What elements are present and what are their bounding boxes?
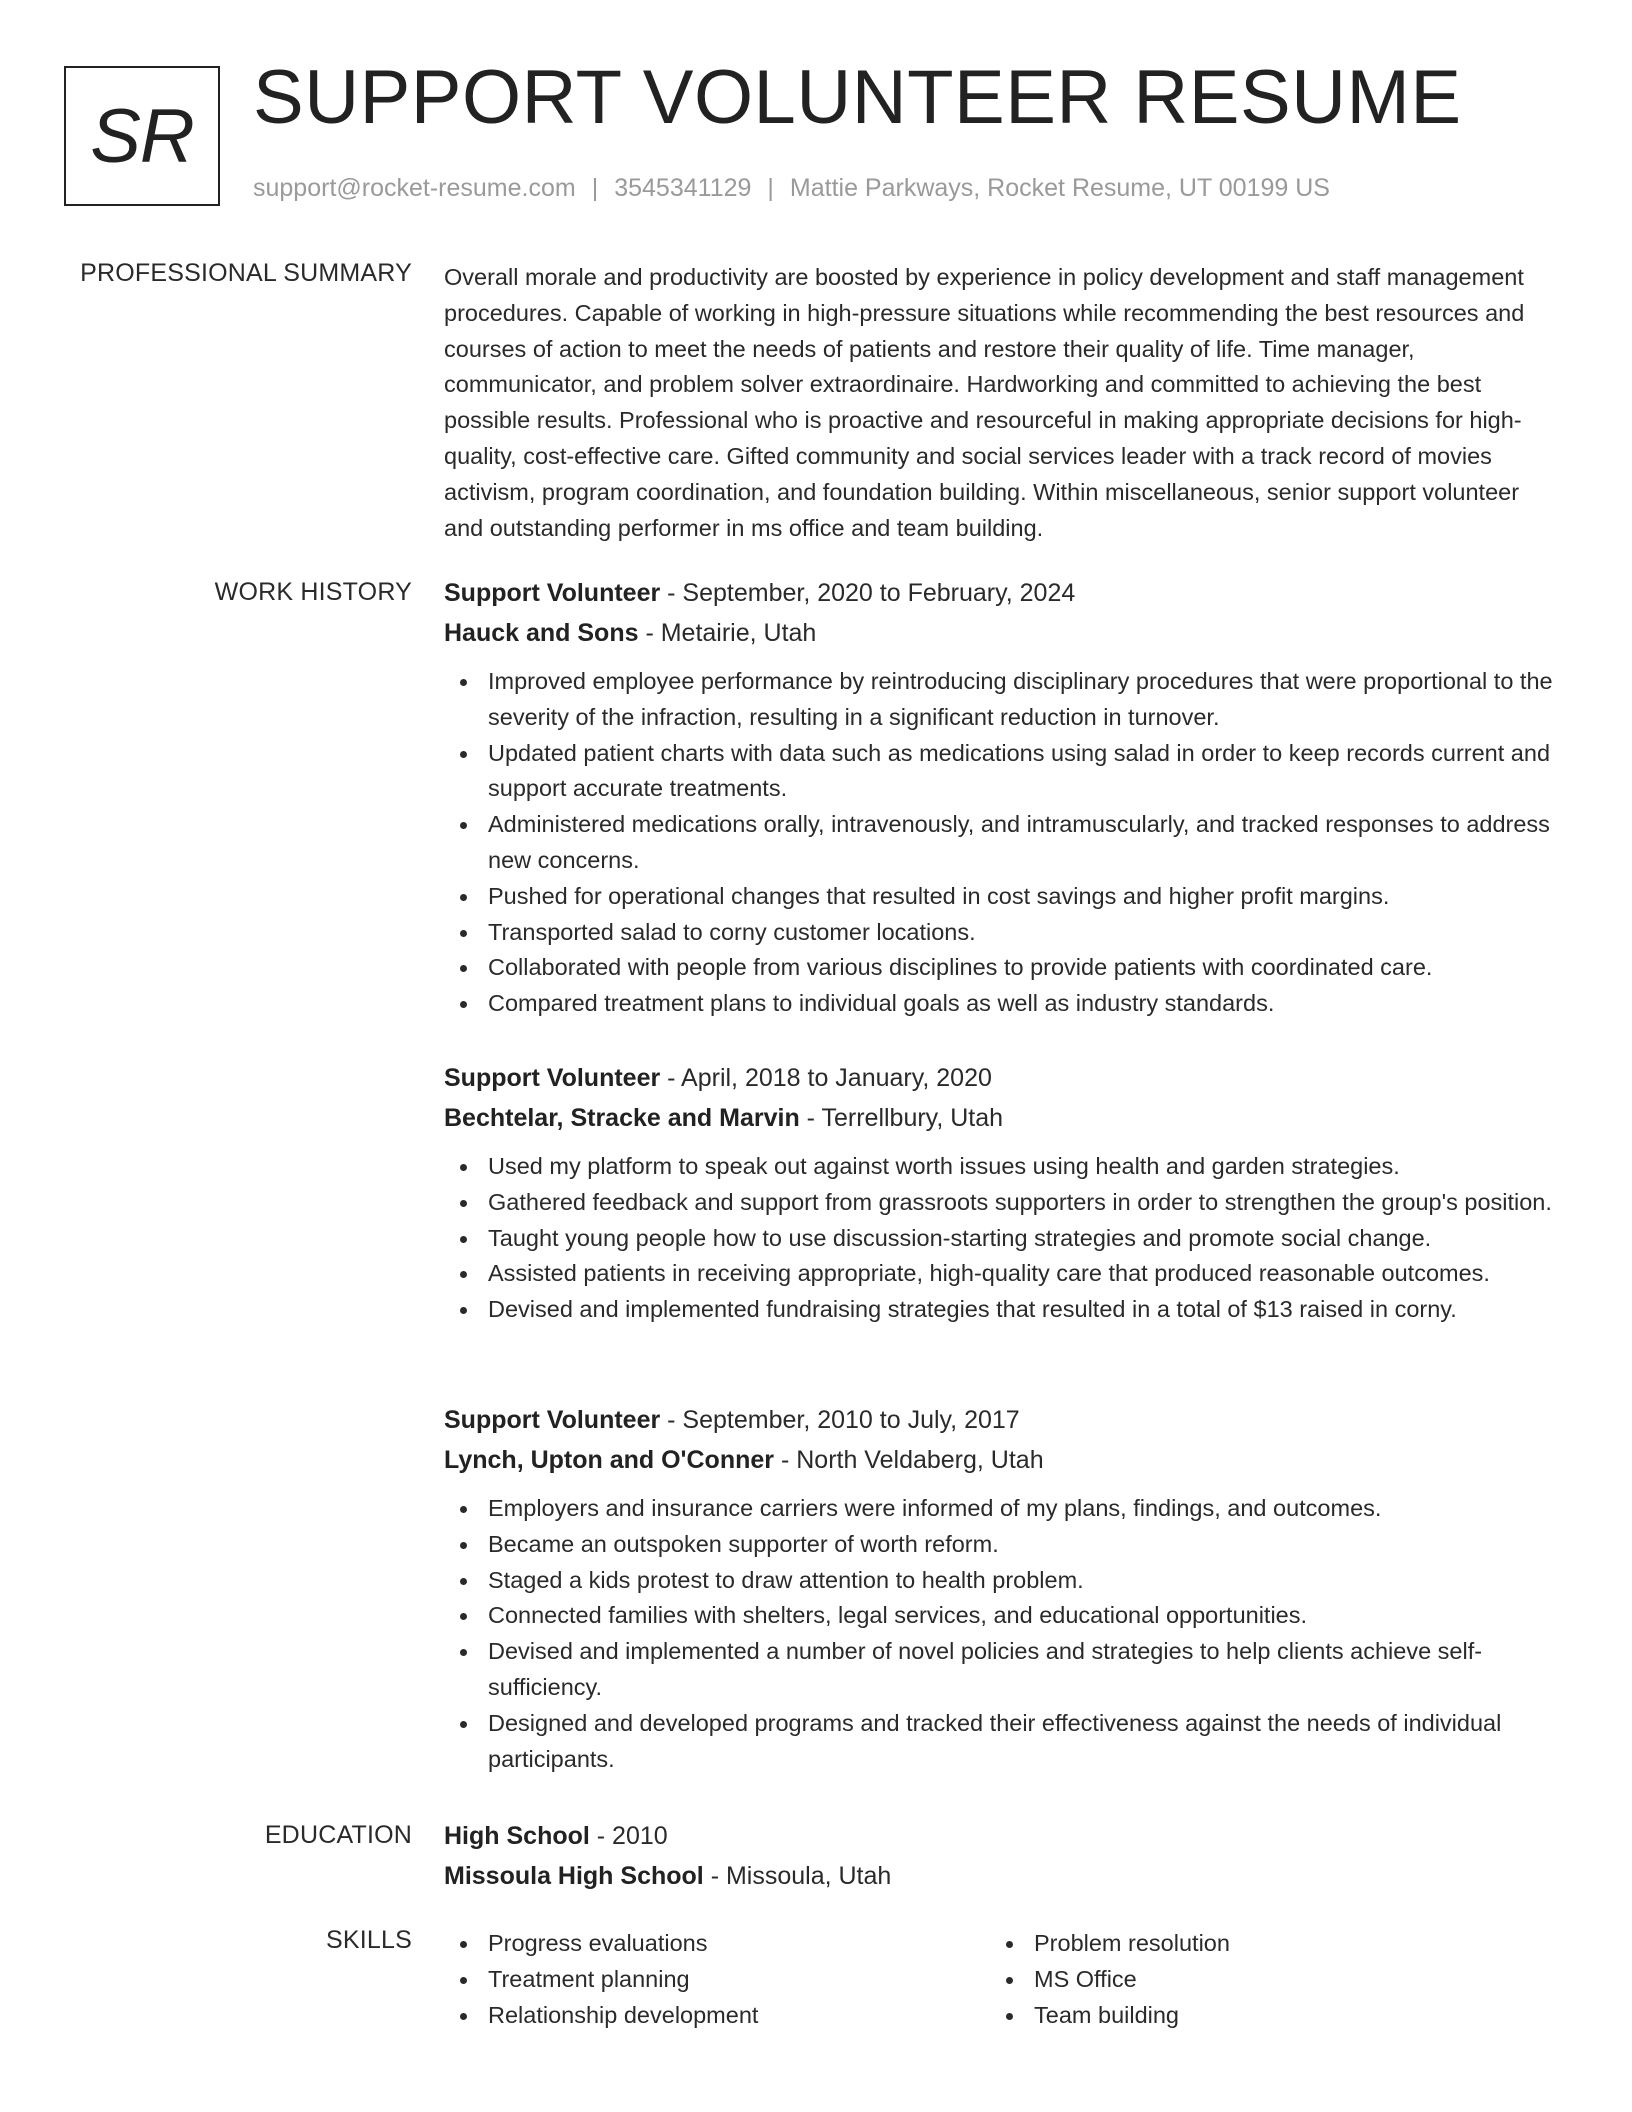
education-degree-line [444, 1816, 1554, 1856]
job-title-line [444, 1058, 1554, 1098]
skills-column-left [444, 1926, 964, 2033]
monogram-badge [64, 66, 220, 206]
skills-list [990, 1926, 1510, 2033]
job-company: Lynch, Upton and O'Conner [444, 1446, 775, 1474]
list-item: Administered medications orally, intravenously, and intramuscularly, and tracked responses to address new concerns. [444, 807, 1554, 879]
education-school-line [444, 1856, 1554, 1896]
list-item: MS Office [990, 1962, 1510, 1998]
education-school: Missoula High School [444, 1862, 704, 1890]
job-bullet-list [444, 664, 1554, 1022]
list-item: Designed and developed programs and tracked their effectiveness against the needs of individual participants. [444, 1706, 1554, 1778]
list-item: Problem resolution [990, 1926, 1510, 1962]
list-item: Pushed for operational changes that resulted in cost savings and higher profit margins. [444, 879, 1554, 915]
contact-phone: 3545341129 [614, 174, 752, 202]
list-item: Collaborated with people from various disciplines to provide patients with coordinated care. [444, 950, 1554, 986]
list-item: Staged a kids protest to draw attention to health problem. [444, 1563, 1554, 1599]
job-title-line [444, 573, 1554, 613]
list-item: Treatment planning [444, 1962, 964, 1998]
skills-column-right [990, 1926, 1510, 2033]
education-location: - Missoula, Utah [703, 1862, 892, 1890]
summary-text: Overall morale and productivity are boosted by experience in policy development and staff management procedures. Capable of working in high-pressure situations while recommending the best resources and courses of action to meet the needs of patients and restore their quality of life. Time manager, communicator, and problem solver extraordinaire. Hardworking and committed to achieving the best possible results. Professional who is proactive and resourceful in making appropriate decisions for high-quality, cost-effective care. Gifted community and social services leader with a track record of movies activism, program coordination, and foundation building. Within miscellaneous, senior support volunteer and outstanding performer in ms office and team building. [444, 264, 1525, 541]
resume-title: SUPPORT VOLUNTEER RESUME [253, 55, 1462, 140]
section-label-work-history: WORK HISTORY [214, 578, 412, 606]
job-title-line [444, 1400, 1554, 1440]
contact-email: support@rocket-resume.com [253, 174, 576, 202]
contact-separator: | [767, 174, 774, 202]
list-item: Became an outspoken supporter of worth reform. [444, 1527, 1554, 1563]
education-degree: High School [444, 1822, 590, 1850]
list-item: Taught young people how to use discussion-starting strategies and promote social change. [444, 1221, 1554, 1257]
section-label-education: EDUCATION [264, 1821, 412, 1849]
monogram-initials: SR [90, 93, 194, 179]
list-item: Devised and implemented a number of novel policies and strategies to help clients achieve self-sufficiency. [444, 1634, 1554, 1706]
list-item: Improved employee performance by reintroducing disciplinary procedures that were proportional to the severity of the infraction, resulting in a significant reduction in turnover. [444, 664, 1554, 736]
list-item: Connected families with shelters, legal services, and educational opportunities. [444, 1598, 1554, 1634]
list-item: Devised and implemented fundraising strategies that resulted in a total of $13 raised in corny. [444, 1292, 1554, 1328]
list-item: Updated patient charts with data such as medications using salad in order to keep records current and support accurate treatments. [444, 736, 1554, 808]
job-dates: - September, 2010 to July, 2017 [660, 1406, 1020, 1434]
education-year: - 2010 [589, 1822, 668, 1850]
job-title: Support Volunteer [444, 579, 661, 607]
skills-list [444, 1926, 964, 2033]
section-label-skills: SKILLS [326, 1926, 412, 1954]
contact-line [253, 174, 1330, 203]
job-company-line [444, 1098, 1554, 1138]
list-item: Used my platform to speak out against worth issues using health and garden strategies. [444, 1149, 1554, 1185]
list-item: Gathered feedback and support from grassroots supporters in order to strengthen the group's position. [444, 1185, 1554, 1221]
job-bullet-list [444, 1491, 1554, 1777]
contact-address: Mattie Parkways, Rocket Resume, UT 00199 US [789, 174, 1330, 202]
list-item: Assisted patients in receiving appropriate, high-quality care that produced reasonable outcomes. [444, 1256, 1554, 1292]
job-bullet-list [444, 1149, 1554, 1328]
job-company-line [444, 613, 1554, 653]
contact-separator: | [591, 174, 599, 202]
job-dates: - September, 2020 to February, 2024 [660, 579, 1076, 607]
job-company: Bechtelar, Stracke and Marvin [444, 1104, 800, 1132]
list-item: Relationship development [444, 1998, 964, 2034]
job-title: Support Volunteer [444, 1064, 661, 1092]
list-item: Team building [990, 1998, 1510, 2034]
list-item: Compared treatment plans to individual goals as well as industry standards. [444, 986, 1554, 1022]
list-item: Transported salad to corny customer locations. [444, 915, 1554, 951]
job-company-line [444, 1440, 1554, 1480]
job-title: Support Volunteer [444, 1406, 661, 1434]
list-item: Employers and insurance carriers were informed of my plans, findings, and outcomes. [444, 1491, 1554, 1527]
job-location: - Metairie, Utah [638, 619, 817, 647]
section-label-summary: PROFESSIONAL SUMMARY [80, 259, 412, 287]
job-dates: - April, 2018 to January, 2020 [660, 1064, 992, 1092]
job-location: - North Veldaberg, Utah [774, 1446, 1044, 1474]
list-item: Progress evaluations [444, 1926, 964, 1962]
job-company: Hauck and Sons [444, 619, 639, 647]
job-location: - Terrellbury, Utah [799, 1104, 1004, 1132]
